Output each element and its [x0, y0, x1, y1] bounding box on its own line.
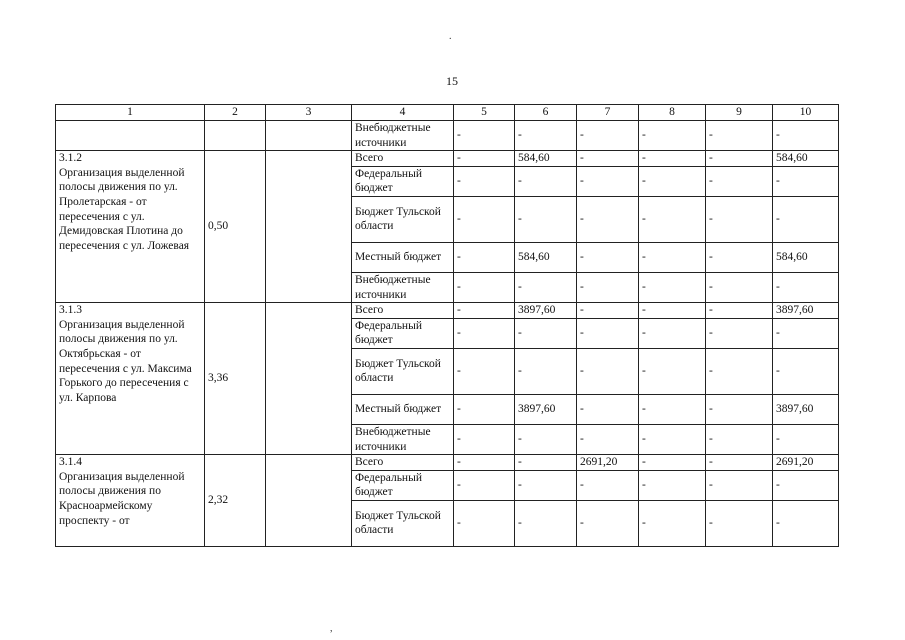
value-cell: -	[639, 121, 706, 151]
value-cell: -	[639, 318, 706, 348]
value-cell: -	[639, 196, 706, 242]
column-number: 2	[205, 105, 266, 121]
value-cell: -	[773, 318, 839, 348]
value-cell: -	[639, 151, 706, 167]
table-row	[56, 121, 839, 151]
value-cell: -	[454, 166, 515, 196]
value-cell: 3897,60	[773, 394, 839, 424]
funding-source-cell: Бюджет Тульской области	[352, 196, 454, 242]
value-cell: -	[515, 196, 577, 242]
column-number: 3	[266, 105, 352, 121]
item-description: 3.1.2 Организация выделенной полосы движения по ул. Пролетарская - от пересечения с ул. Демидовская Плотина до пересечения с ул. Ложевая	[56, 151, 205, 303]
value-cell: -	[706, 500, 773, 546]
column-3-cell	[266, 455, 352, 547]
value-cell: -	[454, 272, 515, 302]
value-cell: -	[577, 394, 639, 424]
value-cell: -	[577, 500, 639, 546]
value-cell: -	[639, 500, 706, 546]
column-3-cell	[266, 121, 352, 151]
value-cell: -	[515, 424, 577, 454]
value-cell: -	[773, 348, 839, 394]
page-number: 15	[446, 74, 458, 88]
funding-source-cell: Всего	[352, 303, 454, 319]
column-number-row	[56, 105, 839, 121]
value-cell: -	[454, 455, 515, 471]
table-row	[56, 151, 839, 167]
funding-source-cell: Федеральный бюджет	[352, 166, 454, 196]
column-3-cell	[266, 151, 352, 303]
column-3-cell	[266, 303, 352, 455]
value-cell: -	[515, 348, 577, 394]
value-cell: 3897,60	[773, 303, 839, 319]
value-cell: 3897,60	[515, 303, 577, 319]
value-cell: -	[639, 303, 706, 319]
value-cell: -	[515, 470, 577, 500]
length-cell: 0,50	[205, 151, 266, 303]
value-cell: 584,60	[773, 151, 839, 167]
value-cell: 584,60	[515, 151, 577, 167]
value-cell: -	[515, 272, 577, 302]
funding-source-cell: Всего	[352, 455, 454, 471]
value-cell: 584,60	[773, 242, 839, 272]
value-cell: -	[577, 470, 639, 500]
item-description: 3.1.4 Организация выделенной полосы движения по Красноармейскому проспекту - от	[56, 455, 205, 547]
value-cell: -	[639, 166, 706, 196]
value-cell: -	[639, 272, 706, 302]
funding-source-cell: Внебюджетные источники	[352, 272, 454, 302]
value-cell: -	[454, 318, 515, 348]
length-cell: 2,32	[205, 455, 266, 547]
value-cell: 2691,20	[577, 455, 639, 471]
table-row	[56, 455, 839, 471]
value-cell: -	[706, 166, 773, 196]
value-cell: -	[639, 348, 706, 394]
funding-source-cell: Бюджет Тульской области	[352, 348, 454, 394]
value-cell: -	[706, 242, 773, 272]
column-number: 4	[352, 105, 454, 121]
value-cell: -	[773, 196, 839, 242]
value-cell: -	[577, 303, 639, 319]
value-cell: -	[454, 121, 515, 151]
value-cell: -	[577, 272, 639, 302]
value-cell: -	[454, 394, 515, 424]
value-cell: -	[706, 470, 773, 500]
value-cell: -	[706, 424, 773, 454]
value-cell: -	[773, 424, 839, 454]
value-cell: -	[454, 470, 515, 500]
value-cell: -	[577, 196, 639, 242]
value-cell: -	[454, 348, 515, 394]
value-cell: -	[706, 151, 773, 167]
value-cell: -	[773, 500, 839, 546]
value-cell: -	[706, 196, 773, 242]
value-cell: -	[515, 455, 577, 471]
value-cell: 2691,20	[773, 455, 839, 471]
length-cell: 3,36	[205, 303, 266, 455]
value-cell: -	[773, 470, 839, 500]
value-cell: -	[454, 424, 515, 454]
funding-source-cell: Бюджет Тульской области	[352, 500, 454, 546]
value-cell: -	[577, 242, 639, 272]
column-number: 7	[577, 105, 639, 121]
value-cell: -	[515, 500, 577, 546]
value-cell: -	[706, 455, 773, 471]
value-cell: -	[454, 303, 515, 319]
column-number: 6	[515, 105, 577, 121]
value-cell: -	[706, 303, 773, 319]
value-cell: -	[706, 318, 773, 348]
value-cell: -	[639, 394, 706, 424]
funding-source-cell: Местный бюджет	[352, 242, 454, 272]
scan-speck: ,	[330, 623, 333, 634]
value-cell: -	[706, 394, 773, 424]
value-cell: -	[706, 348, 773, 394]
scan-speck: .	[449, 31, 452, 42]
length-cell	[205, 121, 266, 151]
value-cell: -	[577, 151, 639, 167]
value-cell: -	[773, 121, 839, 151]
value-cell: -	[515, 121, 577, 151]
value-cell: -	[639, 242, 706, 272]
value-cell: -	[577, 348, 639, 394]
funding-source-cell: Федеральный бюджет	[352, 470, 454, 500]
value-cell: -	[577, 318, 639, 348]
funding-source-cell: Всего	[352, 151, 454, 167]
value-cell: -	[515, 318, 577, 348]
value-cell: -	[454, 242, 515, 272]
value-cell: -	[639, 455, 706, 471]
value-cell: -	[706, 121, 773, 151]
value-cell: 584,60	[515, 242, 577, 272]
financing-table	[55, 104, 839, 547]
value-cell: -	[773, 272, 839, 302]
value-cell: -	[577, 166, 639, 196]
column-number: 9	[706, 105, 773, 121]
value-cell: -	[773, 166, 839, 196]
funding-source-cell: Внебюджетные источники	[352, 121, 454, 151]
column-number: 10	[773, 105, 839, 121]
value-cell: -	[577, 121, 639, 151]
value-cell: -	[454, 196, 515, 242]
value-cell: -	[639, 424, 706, 454]
funding-source-cell: Внебюджетные источники	[352, 424, 454, 454]
column-number: 1	[56, 105, 205, 121]
value-cell: -	[706, 272, 773, 302]
column-number: 8	[639, 105, 706, 121]
item-description: 3.1.3 Организация выделенной полосы движения по ул. Октябрьская - от пересечения с ул. Максима Горького до пересечения с ул. Карпова	[56, 303, 205, 455]
value-cell: -	[639, 470, 706, 500]
column-number: 5	[454, 105, 515, 121]
funding-source-cell: Местный бюджет	[352, 394, 454, 424]
item-cell	[56, 121, 205, 151]
value-cell: -	[577, 424, 639, 454]
value-cell: -	[515, 166, 577, 196]
value-cell: -	[454, 151, 515, 167]
value-cell: -	[454, 500, 515, 546]
table-row	[56, 303, 839, 319]
funding-source-cell: Федеральный бюджет	[352, 318, 454, 348]
value-cell: 3897,60	[515, 394, 577, 424]
